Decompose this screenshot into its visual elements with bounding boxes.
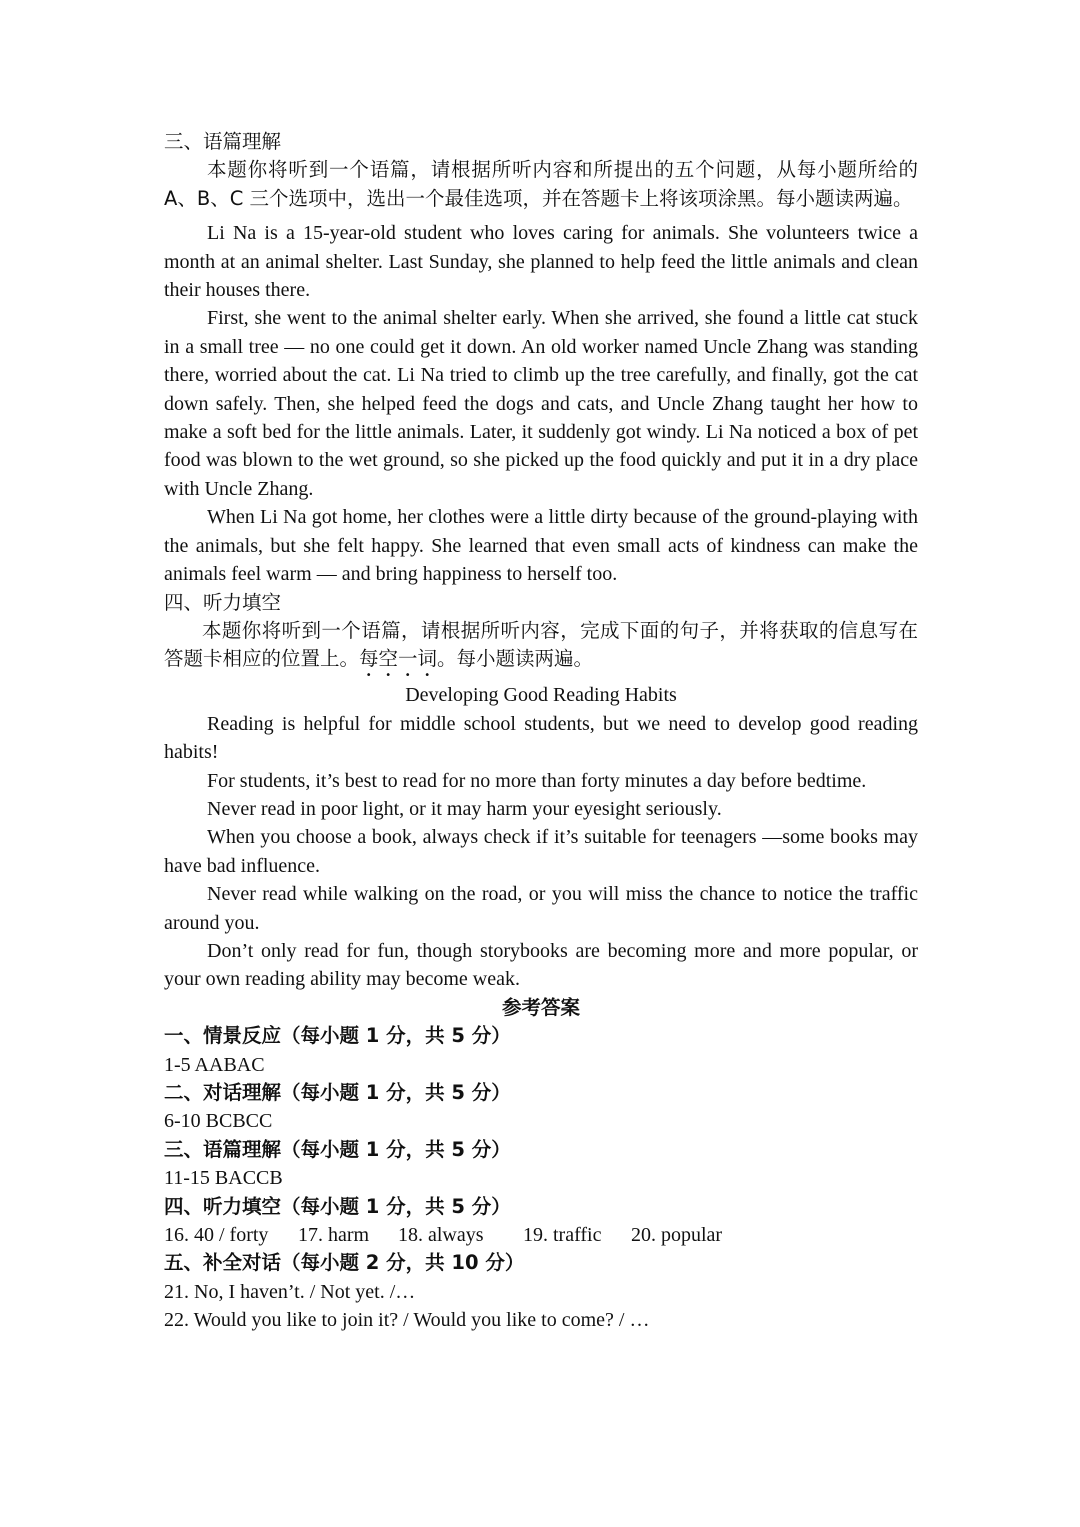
- section4-title: 四、听力填空: [164, 590, 282, 614]
- answer-item: 22. Would you like to join it? / Would you like to come? / …: [164, 1309, 650, 1332]
- passage-paragraph: Never read while walking on the road, or you will miss the chance to notice the traffic around you.: [164, 883, 918, 934]
- answer-item: 21. No, I haven’t. / Not yet. /…: [164, 1280, 416, 1303]
- answer-section-title: 二、对话理解（每小题 1 分，共 5 分）: [164, 1081, 511, 1104]
- answer-section-title: 一、情景反应（每小题 1 分，共 5 分）: [164, 1024, 511, 1048]
- instruction-text: 本题你将听到一个语篇，请根据所听内容，完成下面的句子，并将获取的信息写在答题卡相应的位置上。: [164, 618, 918, 671]
- answer-key: 1-5 AABAC: [164, 1053, 265, 1076]
- answer-section-title: 五、补全对话（每小题 2 分，共 10 分）: [164, 1251, 525, 1275]
- passage-paragraph: Don’t only read for fun, though storybooks are becoming more and more popular, or your own reading ability may become weak.: [164, 939, 918, 991]
- passage-paragraph: Li Na is a 15-year-old student who loves caring for animals. She volunteers twice a month at an animal shelter. Last Sunday, she planned to help feed the little animals and clean their houses there.: [164, 222, 918, 302]
- answer-item: 19. traffic: [523, 1224, 602, 1247]
- passage-title: Developing Good Reading Habits: [405, 684, 677, 707]
- answer-key: 6-10 BCBCC: [164, 1110, 273, 1133]
- passage-paragraph: Never read in poor light, or it may harm your eyesight seriously.: [207, 797, 722, 820]
- passage-paragraph: When Li Na got home, her clothes were a little dirty because of the ground-playing with the animals, but she felt happy. She learned that even small acts of kindness can make the animals feel warm — and bring happiness to herself too.: [164, 506, 918, 586]
- page-content: [164, 128, 918, 1335]
- section3-instruction: 本题你将听到一个语篇，请根据所听内容和所提出的五个问题，从每小题所给的 A、B、C 三个选项中，选出一个最佳选项，并在答题卡上将该项涂黑。每小题读两遍。: [164, 158, 918, 210]
- passage-paragraph: For students, it’s best to read for no more than forty minutes a day before bedtime.: [207, 769, 867, 792]
- passage-paragraph: Reading is helpful for middle school students, but we need to develop good reading habits!: [164, 712, 918, 764]
- answer-key: 11-15 BACCB: [164, 1167, 283, 1190]
- answers-title: 参考答案: [501, 995, 580, 1019]
- instruction-emphasis: 每空一词: [359, 647, 438, 671]
- answer-item: 16. 40 / forty: [164, 1224, 269, 1247]
- answer-section-title: 四、听力填空（每小题 1 分，共 5 分）: [164, 1194, 511, 1218]
- instruction-text: 。每小题读两遍。: [437, 647, 594, 671]
- passage-paragraph: When you choose a book, always check if it’s suitable for teenagers —some books may have bad influence.: [164, 826, 918, 877]
- answer-key-row: [164, 1221, 918, 1249]
- answer-section-title: 三、语篇理解（每小题 1 分，共 5 分）: [164, 1137, 511, 1161]
- answer-item: 17. harm: [298, 1224, 370, 1247]
- passage-paragraph: First, she went to the animal shelter early. When she arrived, she found a little cat stuck in a small tree — no one could get it down. An old worker named Uncle Zhang was standing there, worried about the cat. Li Na tried to climb up the tree carefully, and finally, got the cat down safely. Then, she helped feed the dogs and cats, and Uncle Zhang taught her how to make a soft bed for the little animals. Later, it suddenly got windy. Li Na noticed a box of pet food was blown to the wet ground, so she picked up the food quickly and put it in a dry place with Uncle Zhang.: [164, 307, 918, 500]
- answer-item: 18. always: [398, 1224, 484, 1247]
- section3-title: 三、语篇理解: [164, 130, 282, 153]
- section4-instruction: [164, 617, 918, 681]
- answer-item: 20. popular: [631, 1224, 723, 1247]
